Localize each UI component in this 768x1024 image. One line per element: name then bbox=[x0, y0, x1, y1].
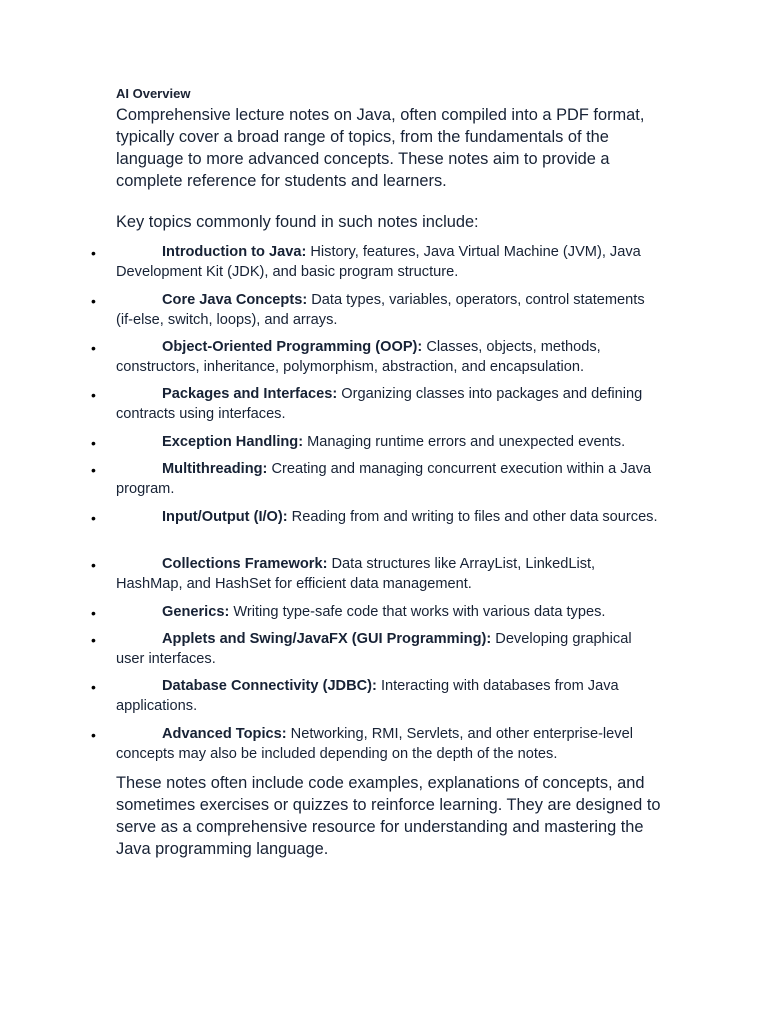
ai-overview-heading: AI Overview bbox=[116, 86, 191, 101]
list-item bbox=[91, 242, 661, 282]
topic-description: Reading from and writing to files and other data sources. bbox=[287, 509, 658, 525]
list-item bbox=[91, 554, 661, 594]
topic-title: Applets and Swing/JavaFX (GUI Programming): bbox=[162, 631, 492, 647]
bullet-icon: • bbox=[91, 557, 96, 573]
bullet-icon: • bbox=[91, 510, 96, 526]
closing-paragraph: These notes often include code examples, explanations of concepts, and sometimes exercises or quizzes to reinforce learning. They are designed to serve as a comprehensive resource for understanding and mastering the Java programming language. bbox=[116, 774, 661, 858]
topic-title: Collections Framework: bbox=[162, 556, 328, 572]
bullet-icon: • bbox=[91, 435, 96, 451]
topic-title: Multithreading: bbox=[162, 461, 268, 477]
bullet-icon: • bbox=[91, 293, 96, 309]
topic-description: Interacting with databases from Java applications. bbox=[116, 678, 619, 714]
bullet-icon: • bbox=[91, 462, 96, 478]
bullet-icon: • bbox=[91, 387, 96, 403]
list-item bbox=[91, 290, 661, 330]
list-item bbox=[91, 432, 661, 452]
topic-title: Advanced Topics: bbox=[162, 726, 287, 742]
topic-description: Networking, RMI, Servlets, and other enterprise-level concepts may also be included depending on the depth of the notes. bbox=[116, 726, 633, 762]
list-item bbox=[91, 724, 661, 764]
bullet-icon: • bbox=[91, 340, 96, 356]
intro-paragraph: Comprehensive lecture notes on Java, often compiled into a PDF format, typically cover a broad range of topics, from the fundamentals of the language to more advanced concepts. These notes aim to provide a complete reference for students and learners. bbox=[116, 106, 645, 190]
bullet-icon: • bbox=[91, 605, 96, 621]
list-item bbox=[91, 384, 661, 424]
topic-title: Object-Oriented Programming (OOP): bbox=[162, 339, 423, 355]
bullet-icon: • bbox=[91, 632, 96, 648]
topic-description: Data types, variables, operators, control statements (if-else, switch, loops), and arrays. bbox=[116, 292, 645, 328]
topic-title: Generics: bbox=[162, 604, 230, 620]
topic-description: Classes, objects, methods, constructors, inheritance, polymorphism, abstraction, and encapsulation. bbox=[116, 339, 601, 375]
topic-description: Data structures like ArrayList, LinkedList, HashMap, and HashSet for efficient data management. bbox=[116, 556, 596, 592]
bullet-icon: • bbox=[91, 727, 96, 743]
list-item bbox=[91, 459, 661, 499]
topic-description: Managing runtime errors and unexpected events. bbox=[303, 434, 626, 450]
list-item bbox=[91, 337, 661, 377]
key-topics-intro: Key topics commonly found in such notes include: bbox=[116, 213, 479, 231]
topic-title: Exception Handling: bbox=[162, 434, 304, 450]
list-item bbox=[91, 676, 661, 716]
bullet-icon: • bbox=[91, 679, 96, 695]
topic-description: History, features, Java Virtual Machine (JVM), Java Development Kit (JDK), and basic program structure. bbox=[116, 244, 641, 280]
topic-description: Creating and managing concurrent execution within a Java program. bbox=[116, 461, 652, 497]
list-item bbox=[91, 629, 661, 669]
topic-description: Organizing classes into packages and defining contracts using interfaces. bbox=[116, 386, 643, 422]
topic-title: Introduction to Java: bbox=[162, 244, 307, 260]
topic-description: Developing graphical user interfaces. bbox=[116, 631, 632, 667]
list-item bbox=[91, 507, 661, 527]
bullet-icon: • bbox=[91, 245, 96, 261]
topic-title: Input/Output (I/O): bbox=[162, 509, 288, 525]
topic-title: Packages and Interfaces: bbox=[162, 386, 338, 402]
list-item bbox=[91, 602, 661, 622]
topic-title: Database Connectivity (JDBC): bbox=[162, 678, 377, 694]
topic-description: Writing type-safe code that works with various data types. bbox=[229, 604, 606, 620]
topic-title: Core Java Concepts: bbox=[162, 292, 308, 308]
